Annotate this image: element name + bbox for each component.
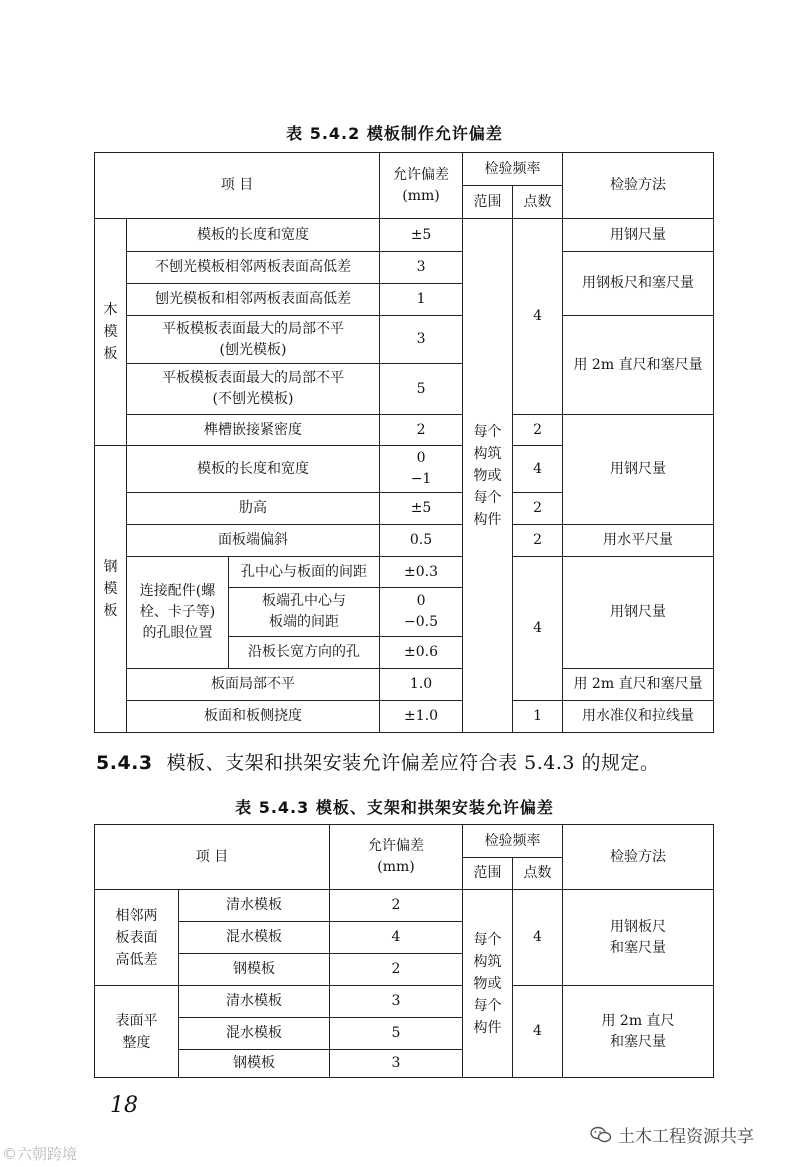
clause-5-4-3 xyxy=(96,748,776,775)
watermark-left: ©六朝跨境 xyxy=(2,1145,78,1163)
table-row: 孔中心与板面的间距 xyxy=(229,557,380,588)
method-cell: 用钢尺量 xyxy=(563,557,714,669)
header-frequency: 检验频率 xyxy=(463,153,563,186)
watermark-right xyxy=(590,1122,754,1147)
points-cell: 4 xyxy=(513,557,563,701)
table-row: 肋高 xyxy=(127,493,380,525)
table-row: 平板模板表面最大的局部不平 (刨光模板) xyxy=(127,316,380,364)
tolerance-cell: ±1.0 xyxy=(380,701,463,733)
method-cell: 用钢尺量 xyxy=(563,219,714,252)
table-row: 面板端偏斜 xyxy=(127,525,380,557)
header-method: 检验方法 xyxy=(563,825,714,890)
tolerance-cell: ±5 xyxy=(380,219,463,252)
method-cell: 用钢尺量 xyxy=(563,415,714,525)
tolerance-cell: ±0.6 xyxy=(380,637,463,669)
header-points: 点数 xyxy=(513,186,563,219)
tolerance-cell: 3 xyxy=(380,252,463,284)
tolerance-cell: 3 xyxy=(330,986,463,1018)
header-tolerance: 允许偏差 (mm) xyxy=(330,825,463,890)
points-cell: 4 xyxy=(513,890,563,986)
table-5-4-3-title: 表 5.4.3 模板、支架和拱架安装允许偏差 xyxy=(235,798,554,817)
method-cell: 用水准仪和拉线量 xyxy=(563,701,714,733)
table-row: 清水模板 xyxy=(179,890,330,922)
tolerance-cell: 2 xyxy=(330,954,463,986)
table-row: 平板模板表面最大的局部不平 (不刨光模板) xyxy=(127,364,380,415)
range-merged: 每个 构筑 物或 每个 构件 xyxy=(463,890,513,1078)
table-row: 混水模板 xyxy=(179,922,330,954)
method-cell: 用水平尺量 xyxy=(563,525,714,557)
header-points: 点数 xyxy=(513,858,563,890)
tolerance-cell: 3 xyxy=(380,316,463,364)
header-tolerance: 允许偏差 (mm) xyxy=(380,153,463,219)
method-cell: 用钢板尺 和塞尺量 xyxy=(563,890,714,986)
tolerance-cell: 0.5 xyxy=(380,525,463,557)
header-method: 检验方法 xyxy=(563,153,714,219)
tolerance-cell: 2 xyxy=(380,415,463,446)
watermark-right-text: 土木工程资源共享 xyxy=(618,1127,754,1147)
tolerance-cell: 3 xyxy=(330,1050,463,1078)
table-row: 刨光模板和相邻两板表面高低差 xyxy=(127,284,380,316)
tolerance-cell: 1.0 xyxy=(380,669,463,701)
table-5-4-2-title: 表 5.4.2 模板制作允许偏差 xyxy=(286,124,503,143)
tolerance-cell: ±5 xyxy=(380,493,463,525)
table-row: 沿板长宽方向的孔 xyxy=(229,637,380,669)
tolerance-cell: 0 −1 xyxy=(380,446,463,493)
table-row: 板端孔中心与 板端的间距 xyxy=(229,588,380,637)
points-cell: 1 xyxy=(513,701,563,733)
tolerance-cell: 4 xyxy=(330,922,463,954)
header-range: 范围 xyxy=(463,186,513,219)
tolerance-cell: ±0.3 xyxy=(380,557,463,588)
method-cell: 用 2m 直尺和塞尺量 xyxy=(563,669,714,701)
points-cell: 2 xyxy=(513,415,563,446)
table-row: 板面局部不平 xyxy=(127,669,380,701)
group-steel-formwork: 钢 模 板 xyxy=(95,446,127,733)
tolerance-cell: 0 −0.5 xyxy=(380,588,463,637)
table-row: 钢模板 xyxy=(179,954,330,986)
wechat-icon xyxy=(590,1126,612,1144)
clause-text: 模板、支架和拱架安装允许偏差应符合表 5.4.3 的规定。 xyxy=(166,752,660,774)
tolerance-cell: 5 xyxy=(380,364,463,415)
table-row: 钢模板 xyxy=(179,1050,330,1078)
points-cell: 4 xyxy=(513,986,563,1078)
clause-number: 5.4.3 xyxy=(96,752,153,774)
tolerance-cell: 2 xyxy=(330,890,463,922)
method-cell: 用 2m 直尺和塞尺量 xyxy=(563,316,714,415)
group-wood-formwork: 木 模 板 xyxy=(95,219,127,446)
points-cell: 2 xyxy=(513,525,563,557)
method-cell: 用 2m 直尺 和塞尺量 xyxy=(563,986,714,1078)
table-row: 榫槽嵌接紧密度 xyxy=(127,415,380,446)
header-range: 范围 xyxy=(463,858,513,890)
table-row: 混水模板 xyxy=(179,1018,330,1050)
group-surface-flatness: 表面平 整度 xyxy=(95,986,179,1078)
connector-hole-group: 连接配件(螺 栓、卡子等) 的孔眼位置 xyxy=(127,557,229,669)
points-cell: 4 xyxy=(513,446,563,493)
table-row: 不刨光模板相邻两板表面高低差 xyxy=(127,252,380,284)
table-row: 清水模板 xyxy=(179,986,330,1018)
table-5-4-3 xyxy=(94,824,714,1078)
page-number: 18 xyxy=(110,1093,138,1118)
header-item: 项 目 xyxy=(95,825,330,890)
table-5-4-2 xyxy=(94,152,714,733)
method-cell: 用钢板尺和塞尺量 xyxy=(563,252,714,316)
header-frequency: 检验频率 xyxy=(463,825,563,858)
table-row: 板面和板侧挠度 xyxy=(127,701,380,733)
tolerance-cell: 1 xyxy=(380,284,463,316)
points-cell: 4 xyxy=(513,219,563,415)
table-row: 模板的长度和宽度 xyxy=(127,219,380,252)
group-adjacent-height-diff: 相邻两 板表面 高低差 xyxy=(95,890,179,986)
tolerance-cell: 5 xyxy=(330,1018,463,1050)
table-row: 模板的长度和宽度 xyxy=(127,446,380,493)
header-item: 项 目 xyxy=(95,153,380,219)
range-merged: 每个 构筑 物或 每个 构件 xyxy=(463,219,513,733)
points-cell: 2 xyxy=(513,493,563,525)
